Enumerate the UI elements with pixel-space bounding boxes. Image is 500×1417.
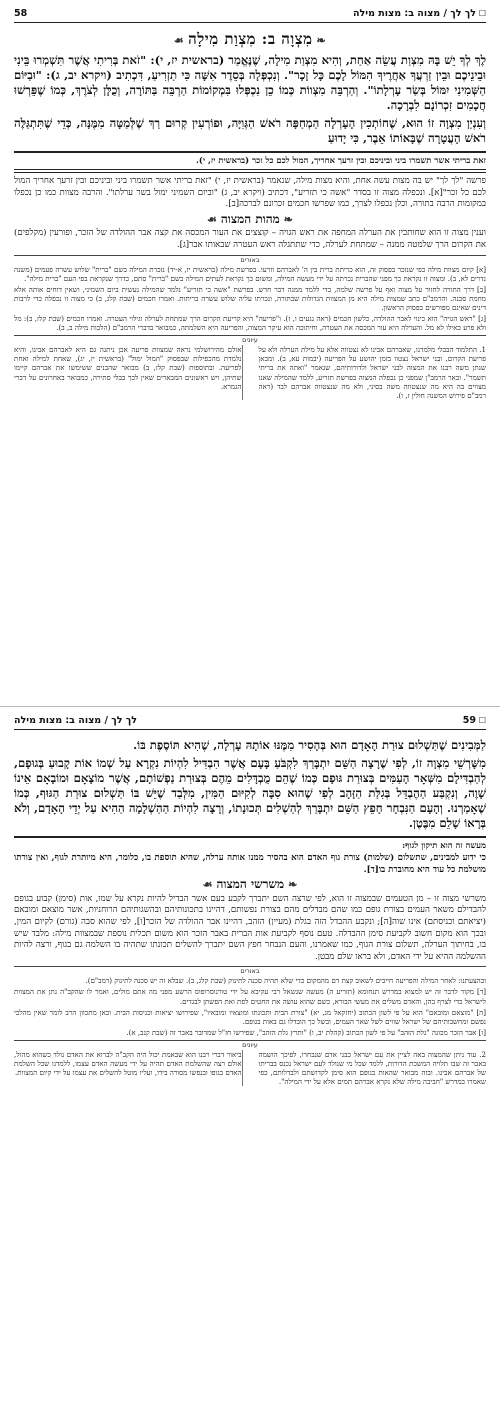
main-paragraph: וְעִנְיַן מִצְוָה זוֹ הוּא, שֶׁחוֹתְכִין הָעָרְלָה הַמְחַפָּה רֹאשׁ הַגְּוִיָּה, וּפוֹרְעִין קְרוּם רַךְ שֶׁלְּמַטָּה מִמֶּנָּה, כְּדֵי שֶׁתִּתְגַּלֶּה רֹאשׁ הָעֲטָרָה שֶׁבָּאוֹתוֹ אֵבֶר, כִּי יָדוּעַ	[14, 116, 486, 145]
verse-line: מעשה זה הוא תיקון לגוף:	[402, 840, 486, 850]
page-number: 58	[14, 7, 28, 19]
divider	[14, 836, 486, 838]
note: [ג] "ראש הגויה" הוא כינוי לאבר ההולדה, כלשון חכמים (ראה נגעים ו, ז). ו"פריעה" היא קריעת הקרום הרך שמתחת לערלה וגילוי העטרה. ואמרו חכמים (שבת קלז, ב): מל ולא פרע כאילו לא מל. והערלה היא עור המכסה את העטרה, וחיתוכה הוא עיקר המצוה, והפריעה היא השלמתה, כמבואר בדברי הרמב"ם (הלכות מילה ב, ב).	[14, 314, 486, 333]
running-head-title: ☐ לך לך / מצוה ב: מצות מילה	[353, 7, 486, 19]
note: [ד] מקור לדבר זה יש למצוא במדרש תנחומא (תזריע ה) מעשה שנשאל רבי עקיבא על ידי טורנוסרופוס הרשע מפני מה אתם מולים, ואמר לו שהקב"ה נתן את המצוות לישראל כדי לצרף בהן, והאדם משלים את מעשי הבורא, כשם שהוא עושה את החטים לפת ואת הפשתן לבגדים.	[14, 987, 486, 1006]
divider	[14, 169, 486, 173]
commentary	[14, 853, 486, 963]
ornament-icon: ❧	[288, 878, 298, 892]
notes	[14, 976, 486, 1037]
main-paragraph: מִשָּׁרְשֵׁי מִצְוָה זוֹ, לְפִי שֶׁרָצָה הַשֵּׁם יִתְבָּרַךְ לִקְבֹּעַ בָּעָם אֲשֶׁר הִבְדִּיל לִהְיוֹת נִקְרָא עַל שְׁמוֹ אוֹת קָבוּעַ בְּגוּפָם, לְהַבְדִּילָם מִשְּׁאָר הָעַמִּים בְּצוּרַת גּוּפָם כְּמוֹ שֶׁהֵם מֻבְדָּלִים מֵהֶם בְּצוּרַת נַפְשׁוֹתָם, אֲשֶׁר מוֹצָאָם וּמוֹבָאָם אֵינוֹ שָׁוֶה, וְנִקְבַּע הַהֶבְדֵּל בְּגִלַּת הַזָּהָב לְפִי שֶׁהוּא סִבָּה לְקִיּוּם הַמִּין, מִלְּבַד שֶׁיֵּשׁ בּוֹ תַּשְׁלוּם צוּרַת הַגּוּף, כְּמוֹ שֶׁאָמַרְנוּ. וְהָעָם הַנִּבְחָר חָפֵץ הַשֵּׁם יִתְבָּרַךְ לְהַשְׁלִים תְּכוּנָתוֹ, וְרָצָה לִהְיוֹת הַהַשְׁלָמָה הַהִיא עַל יְדֵי הָאָדָם, וְלֹא בְּרָאוֹ שָׁלֵם מִבֶּטֶן.	[14, 756, 486, 830]
ornament-icon: ☙	[207, 212, 217, 226]
note: [ו] אבר הזכר מכונה "גלת הזהב" על פי לשון הכתוב (קהלת יב, ו) "ותרץ גלת הזהב", שפירשו חז"ל שמדובר באבר זה (שבת קנב, א).	[126, 1027, 486, 1037]
main-text	[14, 738, 486, 831]
verse-line: זאת בריתי אשר תשמרו ביני וביניכם ובין זרעך אחריך, המול לכם כל זכר (בראשית יז, י).	[195, 155, 486, 165]
insight-column-right: 2. עוד ניתן שהמצוה באה לציין את עם ישראל כבני אדם שנבחרו, לפיכך הושמה באבר זה שבו תלויה המשכת הדורות, ללמד שכל מי שנולד לעם ישראל נכנס בבריתו של אברהם אבינו. ובזה מבואר שהאות בגופם הוא סימן לקדושתם ולבדלותם, כפי שאמרו במדרש "חביבה מילה שלא נקרא אברהם תמים אלא על ידי המילה".	[258, 1049, 486, 1087]
insights-columns	[14, 345, 486, 400]
note: [ה] "מוצאם ומובאם" הוא על פי לשון הכתוב (יחזקאל מג, יא) "צורת הבית ותכונתו ומוצאיו ומובאיו", שפירושו יציאות וכניסות הבית. וכאן מתכוון הרב לומר שאין מהלכי נפשם ומחשבותיהם של ישראל שווים לשל שאר העמים, ובשל כך הובדלו גם באות בגופם.	[14, 1007, 486, 1026]
note: [א] קיום מצוות מילה כפי שנזכר בפסוק זה, הוא כריתת ברית בין ה' לאברהם וזרעו. בפרשת מילה (בראשית יז, א-יד) נזכרת המילה בשם "ברית" שלוש עשרה פעמים (משנה נדרים לא, ב). ומצוה זו נקראת כך מפני שהברית נכרתה על ידי מעשה המילה, ומשום כך נקראת לעתים המילה בשם "ברית" סתם, כדרך שנקראת בפי העם "ברית מילה".	[14, 264, 486, 283]
note: [ב] דרך התורה לחזור על מצוה ואף על פרשה שלמה, כדי ללמד ממנה דבר חדש. בפרשת "אשה כי תזריע" נלמד שהמילה נעשית ביום השמיני, ושאין דוחים אותה אלא מחמת סכנה. והרמב"ם כתב שמצות מילה היא מן המצוות הגדולות שבתורה, ונכרתו עליה שלוש עשרה בריתות. ואמרו חכמים (שבת קלג, ב) כי מצוה זו נכפלה כדי לרבות דינים שאינם מפורשים בפסוק הראשון.	[14, 284, 486, 312]
notes-label: עיונים	[14, 335, 486, 344]
ornament-icon: ☙	[202, 878, 213, 892]
divider	[14, 151, 486, 153]
insight-column-left: אולם מהירושלמי נראה שמצוות פריעה אכן ניתנה גם היא לאברהם אבינו, והיא נלמדת מהכפילות שבפסוק "המול ימול" (בראשית יז, יג), שאחת למילה ואחת לפריעה. ובתוספות (שבת קלז, ב) מבואר שהבנים ששימשו את אברהם קיימו שתיהן, ויש ראשונים המבארים שאין לכך בבלי סתירה, כמבואר באחרונים על דברי הגמרא.	[14, 345, 243, 400]
insights-columns	[14, 1050, 486, 1086]
running-head-title: לך לך / מצוה ב: מצות מילה	[14, 714, 138, 726]
ornament-icon: ☙	[173, 34, 185, 47]
running-head	[14, 713, 486, 730]
commentary-paragraph: משרשי מצוה זו – מן הטעמים שבמצוה זו הוא, לפי שרצה השם יתברך לקבע בעם אשר הבדיל להיות נקרא על שמו, אות (סימן) קבוע בגופם להבדילם משאר העמים בצורת גופם כמו שהם מבדלים מהם בצורת נפשותם, דהיינו בתכונותיהם ובהשגותיהם הרוחניות, אשר מוצאם ומובאם (יציאתם וכניסתם) אינו שוה[ה]; ונקבע ההבדל הזה בגלת (מעיין) הזהב, דהיינו אבר ההולדה של הזכר[ו], לפי שהוא סבה (גורם) לקיום המין, ובכך הוא מקום חשוב לקביעת סימן ההבדלה. טעם נוסף לקביעת אות הברית באבר הזכר הוא משום תכלית נוספת שבמצוות מילה: מלבד שיש בו, בחיתוך הערלה, תשלום צורת הגוף, כמו שאמרנו, והעם הנבחר חפץ השם יתברך להשלים תכונתו שתהיה בו השלמה גם בגוף, ורצה להיות ההשלמה ההיא על ידי האדם, ולא בראו שלם מבטן.	[14, 893, 486, 962]
mitzvah-title: ❧מִצְוָה ב: מִצְוַת מִילָה☙	[173, 30, 327, 48]
commentary-paragraph: כי ידוע למבינים, שתשלום (שלמות) צורת גוף האדם הוא בהסיר ממנו אותה ערלה, שהיא תוספת בו, כלומר, היא מיותרת לגוף, ואין צורתו מושלמת כל עוד היא מחוברת בו[ד].	[14, 853, 486, 875]
running-head	[14, 6, 486, 23]
notes	[14, 265, 486, 333]
page-59	[0, 706, 500, 1412]
ornament-icon: ❧	[316, 34, 327, 47]
main-text	[14, 53, 486, 146]
notes-label: עיונים	[14, 1040, 486, 1049]
commentary-paragraph: פרשה "לך לך" יש בה מצות עשה אחת, והיא מצות מילה, שנאמר (בראשית יז, י) "זאת בריתי אשר תשמרו ביני וביניכם ובין זרעך אחריך המול לכם כל זכר"[א]. ונכפלה מצוה זו בסדר "אשה כי תזריע", דכתיב (ויקרא יב, ג) "וביום השמיני ימול בשר ערלתו". והרבה מצוות כמו כן נכפלו במקומות הרבה בתורה, וכלן נכפלו לצרך, כמו שפרשו חכמים זכרונם לברכה[ב].	[14, 176, 486, 210]
insight-column-left: ביאור דברי רבנו הוא שבאמת יכול היה הקב"ה לברוא את האדם נולד כשהוא מהול, אולם רצה שהשלמת האדם תהיה על ידי מעשה האדם עצמו, ללמדנו שכל השלמת האדם בגופו ובנפשו מסורה בידו, ועליו מוטל להשלים את עצמו על ידי קיום המצוות.	[14, 1050, 243, 1086]
section-heading: ❧מהות המצוה☙	[207, 211, 293, 226]
notes-label: באורים	[14, 966, 486, 975]
commentary-paragraph: וענין מצוה זו הוא שחותכין את הערלה המחפה את ראש הגויה – קוצצים את העור המכסה את קצה אבר ההולדה של הזכר, ופורעין (מקלפים) את הקרום הרך שלמטה ממנה – שמתחת לערלה, כדי שתתגלה ראש העטרה שבאותו אבר[ג].	[14, 228, 486, 250]
main-paragraph: לַמְּבִינִים שֶׁתַּשְׁלוּם צוּרַת הָאָדָם הוּא בְּהָסִיר מִמֶּנּוּ אוֹתָהּ עָרְלָה, שֶׁהִיא תּוֹסֶפֶת בּוֹ.	[133, 738, 486, 752]
insight-column-right: 1. התלמוד הבבלי מלמדנו, שאברהם אבינו לא נצטווה אלא על מילת הערלה ולא על פריעת הקרום, ובני ישראל נצטוו בזמן יהושע על הפריעה (יבמות עא, ב). ומכאן שנתן משה רבנו את המצוה לבני ישראל ולדורותיהם, שנאמר "ואתה את בריתי תשמר". ובאר הרמב"ן שמפני כן נכפלה המצוה בפרשת תזריע, ללמד שהמילה שאנו מצווים בה היא מה שנצטווה משה בסיני, ולא מה שנצטווה אברהם לבד (ראה רמב"ם פירוש המשנה חולין ז, ו).	[258, 345, 486, 400]
commentary	[14, 176, 486, 252]
note: ובהצעתנו: לאחר המילה והפריעה חייבים לשאוב קצת דם מהמקום כדי שלא תהיה סכנה לתינוק (שבת קלג, ב). שבלא זה יש סכנה לתינוק (רמב"ם).	[85, 976, 486, 986]
section-heading: ❧משרשי המצוה☙	[202, 877, 298, 892]
page-58	[0, 0, 500, 706]
main-paragraph: לֶךְ לְךָ יֵשׁ בָּהּ מִצְוַת עֲשֵׂה אַחַת, וְהִיא מִצְוַת מִילָה, שֶׁנֶּאֱמַר (בראשית יז, י): "זֹאת בְּרִיתִי אֲשֶׁר תִּשְׁמְרוּ בֵּינִי וּבֵינֵיכֶם וּבֵין זַרְעֲךָ אַחֲרֶיךָ הִמּוֹל לָכֶם כָּל זָכָר". וְנִכְפְּלָה בְּסֵדֶר אִשָּׁה כִּי תַזְרִיעַ, דִּכְתִיב (ויקרא יב, ג): "וּבַיּוֹם הַשְּׁמִינִי יִמּוֹל בְּשַׂר עָרְלָתוֹ". וְהַרְבֵּה מִצְווֹת כְּמוֹ כֵן נִכְפְּלוּ בִּמְקוֹמוֹת הַרְבֵּה בַּתּוֹרָה, וְכֻלָּן לְצֹרֶךְ, כְּמוֹ שֶׁפֵּרְשׁוּ חֲכָמִים זִכְרוֹנָם לִבְרָכָה.	[14, 53, 486, 112]
ornament-icon: ❧	[283, 212, 293, 226]
page-number: 59 ☐	[462, 714, 486, 726]
notes-label: באורים	[14, 255, 486, 264]
